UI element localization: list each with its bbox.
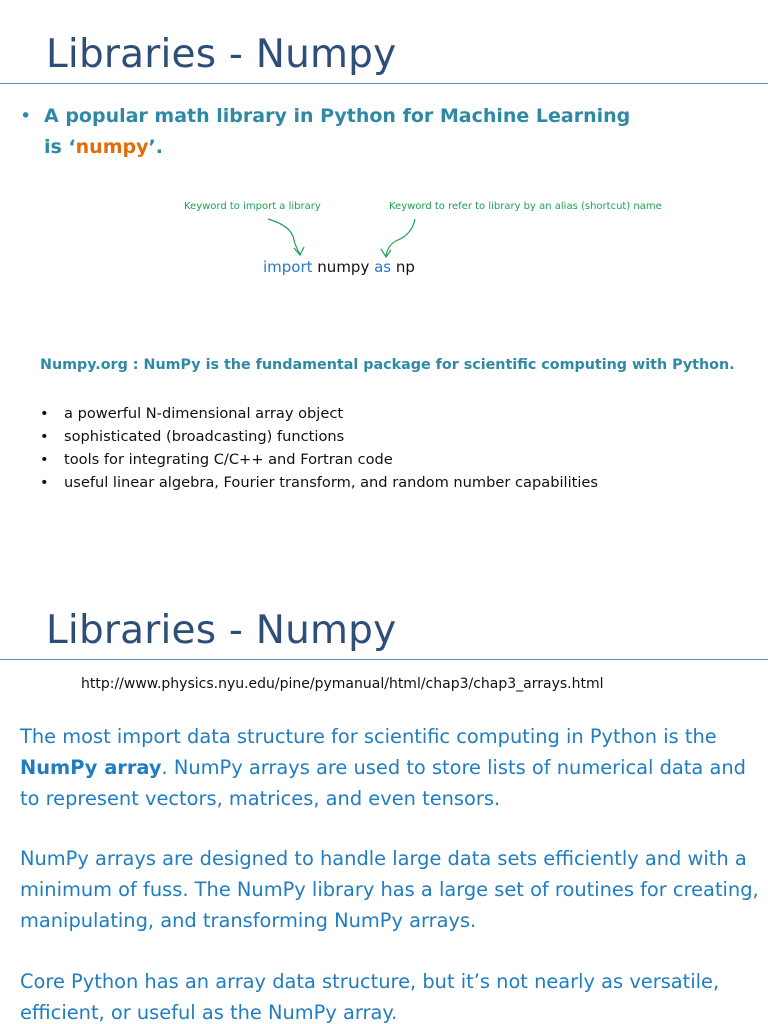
list-item: [40, 471, 598, 494]
module-name: numpy: [312, 258, 375, 276]
main-bullet-line2-suffix: ’.: [148, 136, 163, 158]
list-item-text: sophisticated (broadcasting) functions: [64, 428, 345, 445]
import-arrow: [268, 219, 304, 255]
alias-keyword-note: Keyword to refer to library by an alias (shortcut) name: [389, 201, 662, 212]
numpy-org-description: Numpy.org : NumPy is the fundamental package for scientific computing with Python.: [40, 357, 735, 373]
slide1-title-rule: [0, 83, 768, 84]
list-bullet: •: [40, 474, 49, 491]
slide2-title-rule: [0, 659, 768, 660]
alias-name: np: [391, 258, 415, 276]
list-item-text: a powerful N-dimensional array object: [64, 405, 344, 422]
slide2-title: Libraries - Numpy: [46, 608, 397, 653]
para1-before: The most import data structure for scientific computing in Python is the: [20, 725, 717, 748]
main-bullet-line1: A popular math library in Python for Machine Learning: [44, 105, 631, 127]
list-bullet: •: [40, 428, 49, 445]
list-item: [40, 425, 598, 448]
as-arrow: [381, 219, 415, 257]
list-item: [40, 448, 598, 471]
paragraph-core-python: Core Python has an array data structure, but it’s not nearly as versatile, efficient, or useful as the NumPy array.: [20, 970, 720, 1024]
slide1-title: Libraries - Numpy: [46, 32, 397, 77]
list-item-text: tools for integrating C/C++ and Fortran code: [64, 451, 393, 468]
para1-after: . NumPy arrays are used to store lists of numerical data and to represent vectors, matrices, and even tensors.: [20, 756, 746, 810]
import-code-line: [263, 258, 415, 276]
feature-list: [40, 402, 598, 494]
numpy-highlight: numpy: [75, 136, 149, 158]
list-item-text: useful linear algebra, Fourier transform, and random number capabilities: [64, 474, 598, 491]
numpy-array-bold: NumPy array: [20, 756, 162, 779]
main-bullet-line2-prefix: is ‘: [44, 136, 76, 158]
import-keyword-note: Keyword to import a library: [184, 201, 321, 212]
as-keyword: as: [374, 258, 392, 276]
list-bullet: •: [40, 451, 49, 468]
import-keyword: import: [263, 258, 313, 276]
main-bullet-text: [44, 101, 724, 163]
paragraph-numpy-array: [20, 721, 760, 814]
list-item: [40, 402, 598, 425]
bullet-marker: •: [20, 105, 32, 127]
paragraph-large-datasets: NumPy arrays are designed to handle large data sets efficiently and with a minimum of fuss. The NumPy library has a large set of routines for creating, manipulating, and transforming NumPy arrays.: [20, 847, 759, 932]
list-bullet: •: [40, 405, 49, 422]
source-url[interactable]: http://www.physics.nyu.edu/pine/pymanual/html/chap3/chap3_arrays.html: [81, 676, 604, 692]
